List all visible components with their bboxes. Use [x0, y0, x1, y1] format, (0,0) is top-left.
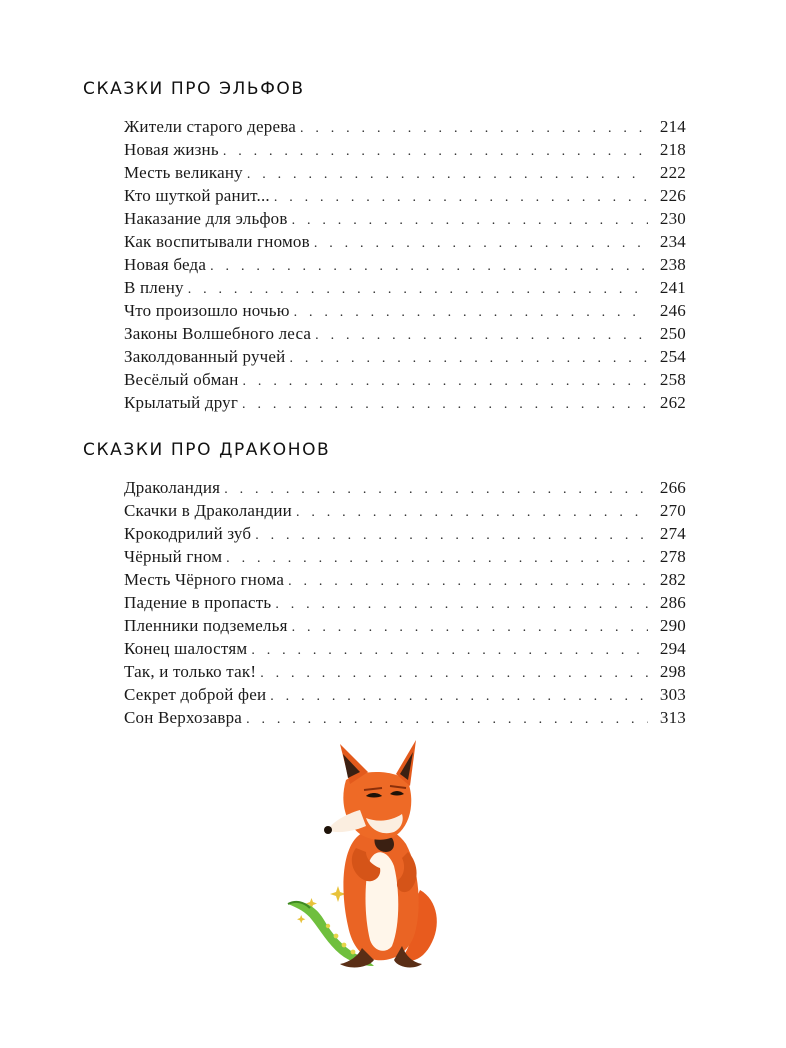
- dot-leader: [226, 547, 648, 570]
- toc-entry-page: 274: [659, 524, 686, 543]
- toc-entry-page: 246: [659, 301, 686, 320]
- toc-entry-page: 262: [659, 393, 686, 412]
- toc-entry[interactable]: [124, 299, 686, 322]
- section-title-elves: СКАЗКИ ПРО ЭЛЬФОВ: [83, 79, 305, 99]
- toc-entry-title: Чёрный гном: [124, 547, 223, 566]
- toc-entry-page: 266: [659, 478, 686, 497]
- dot-leader: [243, 370, 648, 393]
- dot-leader: [242, 393, 648, 416]
- toc-entry-title: Что произошло ночью: [124, 301, 290, 320]
- toc-entry-title: Месть Чёрного гнома: [124, 570, 285, 589]
- toc-entry-title: Жители старого дерева: [124, 117, 296, 136]
- dot-leader: [270, 685, 648, 708]
- toc-entry[interactable]: [124, 207, 686, 230]
- toc-entry-page: 222: [659, 163, 686, 182]
- dot-leader: [224, 478, 648, 501]
- toc-entry[interactable]: [124, 568, 686, 591]
- dot-leader: [260, 662, 648, 685]
- toc-entry[interactable]: [124, 322, 686, 345]
- dot-leader: [275, 593, 648, 616]
- toc-entry-page: 241: [659, 278, 686, 297]
- dot-leader: [289, 347, 648, 370]
- toc-entry-title: Сон Верхозавра: [124, 708, 243, 727]
- toc-entry-page: 218: [659, 140, 686, 159]
- toc-entry-title: Секрет доброй феи: [124, 685, 267, 704]
- toc-entry-title: Падение в пропасть: [124, 593, 272, 612]
- toc-entry[interactable]: [124, 368, 686, 391]
- toc-entry-title: Конец шалостям: [124, 639, 248, 658]
- dot-leader: [314, 232, 648, 255]
- toc-entry-page: 258: [659, 370, 686, 389]
- toc-entry-title: Новая беда: [124, 255, 207, 274]
- section-title-dragons: СКАЗКИ ПРО ДРАКОНОВ: [83, 440, 331, 460]
- toc-entry-page: 270: [659, 501, 686, 520]
- toc-entry[interactable]: [124, 591, 686, 614]
- toc-entry[interactable]: [124, 391, 686, 414]
- toc-entry-title: Новая жизнь: [124, 140, 219, 159]
- dot-leader: [210, 255, 648, 278]
- toc-entry-page: 290: [659, 616, 686, 635]
- toc-entry[interactable]: [124, 706, 686, 729]
- dot-leader: [247, 163, 648, 186]
- toc-entry[interactable]: [124, 253, 686, 276]
- toc-entry-page: 294: [659, 639, 686, 658]
- toc-entry-title: В плену: [124, 278, 184, 297]
- toc-entry-page: 238: [659, 255, 686, 274]
- dot-leader: [246, 708, 648, 731]
- toc-entry-title: Так, и только так!: [124, 662, 257, 681]
- toc-entry-page: 234: [659, 232, 686, 251]
- toc-entry-page: 282: [659, 570, 686, 589]
- toc-entry-page: 230: [659, 209, 686, 228]
- toc-entry-title: Весёлый обман: [124, 370, 239, 389]
- dot-leader: [294, 301, 648, 324]
- dot-leader: [223, 140, 648, 163]
- toc-entry-page: 286: [659, 593, 686, 612]
- toc-entry-title: Крокодрилий зуб: [124, 524, 252, 543]
- toc-entry-page: 313: [659, 708, 686, 727]
- toc-entry-title: Крылатый друг: [124, 393, 239, 412]
- toc-entry[interactable]: [124, 660, 686, 683]
- toc-entry-page: 278: [659, 547, 686, 566]
- toc-entry-title: Как воспитывали гномов: [124, 232, 310, 251]
- toc-entry-title: Наказание для эльфов: [124, 209, 288, 228]
- toc-entry-page: 298: [659, 662, 686, 681]
- dot-leader: [188, 278, 648, 301]
- toc-entry[interactable]: [124, 115, 686, 138]
- toc-entry[interactable]: [124, 161, 686, 184]
- dot-leader: [288, 570, 648, 593]
- toc-entry[interactable]: [124, 184, 686, 207]
- toc-entry-title: Законы Волшебного леса: [124, 324, 312, 343]
- toc-entry-page: 254: [659, 347, 686, 366]
- toc-entry[interactable]: [124, 276, 686, 299]
- dot-leader: [292, 616, 648, 639]
- toc-entry-title: Скачки в Драколандии: [124, 501, 292, 520]
- dot-leader: [292, 209, 648, 232]
- toc-entry-title: Кто шуткой ранит...: [124, 186, 270, 205]
- toc-entry[interactable]: [124, 476, 686, 499]
- dot-leader: [255, 524, 648, 547]
- toc-entry[interactable]: [124, 545, 686, 568]
- toc-entry[interactable]: [124, 614, 686, 637]
- toc-entry[interactable]: [124, 138, 686, 161]
- toc-entry[interactable]: [124, 522, 686, 545]
- toc-list-dragons: [124, 476, 686, 729]
- toc-entry-title: Заколдованный ручей: [124, 347, 286, 366]
- toc-entry[interactable]: [124, 499, 686, 522]
- dot-leader: [251, 639, 648, 662]
- toc-entry-page: 303: [659, 685, 686, 704]
- dot-leader: [296, 501, 648, 524]
- dot-leader: [315, 324, 648, 347]
- toc-entry[interactable]: [124, 345, 686, 368]
- toc-entry-title: Драколандия: [124, 478, 221, 497]
- dot-leader: [300, 117, 648, 140]
- toc-entry-page: 250: [659, 324, 686, 343]
- toc-list-elves: [124, 115, 686, 414]
- toc-entry[interactable]: [124, 230, 686, 253]
- dot-leader: [274, 186, 648, 209]
- fox-illustration-icon: [270, 740, 470, 980]
- toc-entry-title: Месть великану: [124, 163, 243, 182]
- toc-entry[interactable]: [124, 683, 686, 706]
- toc-entry[interactable]: [124, 637, 686, 660]
- toc-entry-page: 226: [659, 186, 686, 205]
- toc-entry-page: 214: [659, 117, 686, 136]
- toc-entry-title: Пленники подземелья: [124, 616, 288, 635]
